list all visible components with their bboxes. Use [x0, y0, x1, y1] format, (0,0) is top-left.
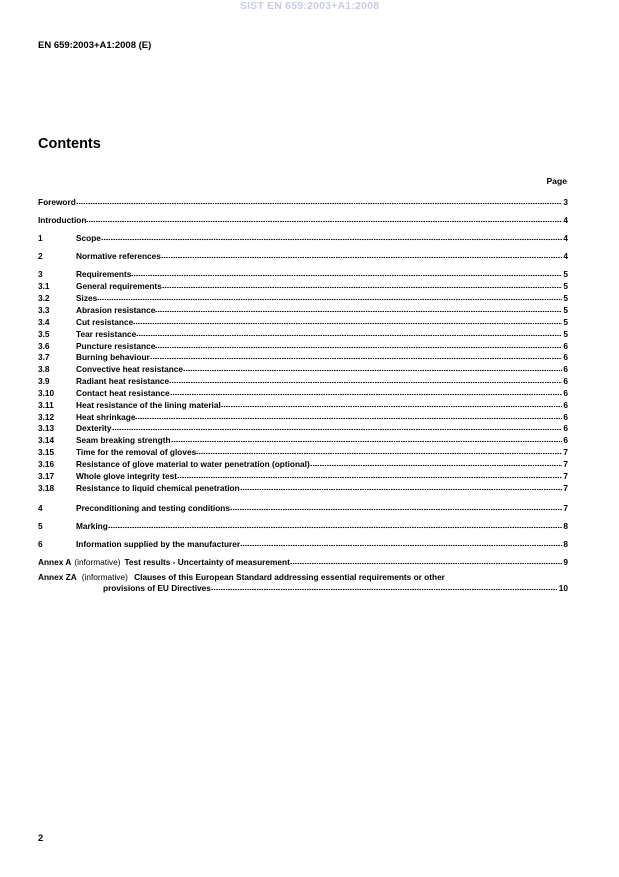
toc-entry[interactable]: [38, 292, 568, 303]
toc-entry-number: 3.2: [38, 293, 50, 303]
toc-entry-title: Puncture resistance: [76, 341, 156, 351]
toc-entry-number: 3.18: [38, 483, 55, 493]
toc-entry[interactable]: [38, 196, 568, 207]
annex-za-label: Annex ZA: [38, 572, 77, 582]
toc-entry-page: 5: [563, 269, 568, 279]
toc-entry-title: Introduction: [38, 215, 87, 225]
toc-entry[interactable]: [38, 232, 568, 243]
leader-dots: [161, 256, 563, 259]
toc-entry-annex-a[interactable]: [38, 556, 568, 567]
toc-entry[interactable]: [38, 280, 568, 291]
toc-entry-number: 3.3: [38, 305, 50, 315]
toc-entry-title: Abrasion resistance: [76, 305, 156, 315]
toc-entry-title: Requirements: [76, 269, 132, 279]
leader-dots: [183, 369, 562, 372]
toc-entry-title: Burning behaviour: [76, 352, 150, 362]
toc-entry[interactable]: [38, 340, 568, 351]
toc-entry[interactable]: [38, 422, 568, 433]
toc-entry-page: 7: [563, 503, 568, 513]
leader-dots: [108, 526, 563, 529]
toc-entry-page: 5: [563, 317, 568, 327]
toc-entry[interactable]: [38, 328, 568, 339]
toc-entry-title: Heat shrinkage: [76, 412, 136, 422]
toc-entry-page: 6: [563, 364, 568, 374]
toc-entry[interactable]: [38, 304, 568, 315]
leader-dots: [221, 405, 563, 408]
toc-entry-number: 3.16: [38, 459, 55, 469]
toc-entry-title: Foreword: [38, 197, 76, 207]
leader-dots: [162, 286, 563, 289]
toc-entry[interactable]: [38, 250, 568, 261]
toc-entry-page: 7: [563, 471, 568, 481]
contents-heading: Contents: [38, 136, 101, 152]
leader-dots: [155, 346, 562, 349]
toc-entry-page: 3: [563, 197, 568, 207]
leader-dots: [101, 238, 562, 241]
annex-a-title: Test results - Uncertainty of measurement: [124, 557, 290, 567]
toc-entry-number: 3.1: [38, 281, 50, 291]
leader-dots: [86, 220, 562, 223]
toc-entry-number: 3.15: [38, 447, 55, 457]
toc-entry-title: Time for the removal of gloves: [76, 447, 197, 457]
toc-entry-title: Tear resistance: [76, 329, 137, 339]
toc-entry[interactable]: [38, 458, 568, 469]
toc-entry[interactable]: [38, 520, 568, 531]
leader-dots: [150, 357, 563, 360]
toc-entry-page: 4: [563, 215, 568, 225]
toc-entry-number: 3.6: [38, 341, 50, 351]
toc-entry-page: 5: [563, 305, 568, 315]
leader-dots: [177, 476, 562, 479]
annex-za-page: 10: [558, 582, 568, 593]
toc-entry[interactable]: [38, 470, 568, 481]
toc-entry[interactable]: [38, 482, 568, 493]
toc-entry-title: Contact heat resistance: [76, 388, 170, 398]
annex-za-title-line2: provisions of EU Directives: [103, 582, 211, 593]
watermark: SIST EN 659:2003+A1:2008: [239, 0, 380, 12]
toc-entry-page: 6: [563, 400, 568, 410]
leader-dots: [211, 588, 558, 591]
toc-entry-number: 3.17: [38, 471, 55, 481]
toc-entry-page: 6: [563, 423, 568, 433]
toc-entry-title: Radiant heat resistance: [76, 376, 170, 386]
toc-entry-title: Information supplied by the manufacturer: [76, 539, 241, 549]
toc-entry[interactable]: [38, 502, 568, 513]
toc-entry[interactable]: [38, 351, 568, 362]
toc-entry-title: General requirements: [76, 281, 162, 291]
toc-entry-number: 3.4: [38, 317, 50, 327]
toc-entry-title: Sizes: [76, 293, 98, 303]
leader-dots: [112, 428, 563, 431]
toc-entry-number: 4: [38, 503, 43, 513]
toc-entry-page: 4: [563, 251, 568, 261]
toc-entry[interactable]: [38, 214, 568, 225]
leader-dots: [290, 562, 563, 565]
toc-entry-title: Cut resistance: [76, 317, 134, 327]
toc-entry-title: Heat resistance of the lining material: [76, 400, 221, 410]
toc-entry-title: Seam breaking strength: [76, 435, 171, 445]
toc-entry[interactable]: [38, 411, 568, 422]
document-id: EN 659:2003+A1:2008 (E): [38, 40, 152, 51]
toc-entry-number: 5: [38, 521, 43, 531]
toc-entry[interactable]: [38, 434, 568, 445]
leader-dots: [136, 334, 562, 337]
toc-entry-page: 6: [563, 341, 568, 351]
toc-entry-title: Normative references: [76, 251, 161, 261]
toc-entry-number: 3.11: [38, 400, 54, 410]
toc-entry-page: 6: [563, 435, 568, 445]
toc-entry-number: 3.12: [38, 412, 55, 422]
toc-entry-number: 3.8: [38, 364, 50, 374]
toc-entry-page: 7: [563, 447, 568, 457]
toc-entry-number: 1: [38, 233, 43, 243]
leader-dots: [135, 417, 562, 420]
leader-dots: [230, 508, 562, 511]
annex-a-label: Annex A: [38, 557, 72, 567]
leader-dots: [170, 393, 563, 396]
toc-entry[interactable]: [38, 268, 568, 279]
toc-entry-number: 3.10: [38, 388, 55, 398]
toc-entry[interactable]: [38, 363, 568, 374]
leader-dots: [155, 310, 562, 313]
toc-entry-page: 6: [563, 412, 568, 422]
toc-entry-number: 6: [38, 539, 43, 549]
leader-dots: [196, 452, 562, 455]
toc-entry-title: Dexterity: [76, 423, 112, 433]
leader-dots: [133, 322, 562, 325]
leader-dots: [310, 464, 563, 467]
toc-entry-number: 3.13: [38, 423, 55, 433]
leader-dots: [240, 544, 562, 547]
page-column-header: Page: [546, 176, 567, 186]
toc-entry[interactable]: [38, 538, 568, 549]
toc-entry-page: 6: [563, 376, 568, 386]
toc-entry-page: 7: [563, 483, 568, 493]
leader-dots: [97, 298, 562, 301]
page-number: 2: [38, 833, 44, 844]
toc-entry[interactable]: [38, 375, 568, 386]
annex-a-informative: (informative): [74, 557, 121, 567]
leader-dots: [240, 488, 563, 491]
leader-dots: [131, 274, 562, 277]
toc-entry-title: Whole glove integrity test: [76, 471, 177, 481]
toc-entry-number: 3.5: [38, 329, 50, 339]
leader-dots: [76, 202, 563, 205]
toc-entry-page: 5: [563, 293, 568, 303]
toc-entry-page: 7: [563, 459, 568, 469]
toc-entry-annex-za[interactable]: [38, 572, 568, 593]
leader-dots: [171, 440, 563, 443]
toc-entry-page: 5: [563, 329, 568, 339]
toc-entry-title: Marking: [76, 521, 108, 531]
toc-entry-page: 6: [563, 388, 568, 398]
toc-entry[interactable]: [38, 387, 568, 398]
annex-za-title-line1: Clauses of this European Standard addressing essential requirements or other: [134, 572, 445, 582]
toc-entry-page: 8: [563, 539, 568, 549]
toc-entry-page: 5: [563, 281, 568, 291]
toc-entry[interactable]: [38, 316, 568, 327]
annex-za-informative: (informative): [81, 572, 128, 582]
toc-entry-page: 8: [563, 521, 568, 531]
toc-entry-title: Resistance of glove material to water penetration (optional): [76, 459, 310, 469]
toc-entry[interactable]: [38, 446, 568, 457]
toc-entry[interactable]: [38, 399, 568, 410]
toc-entry-page: 6: [563, 352, 568, 362]
toc-entry-number: 3: [38, 269, 43, 279]
toc-entry-title: Resistance to liquid chemical penetration: [76, 483, 240, 493]
toc-entry-number: 2: [38, 251, 43, 261]
toc-entry-number: 3.9: [38, 376, 50, 386]
toc-entry-number: 3.14: [38, 435, 55, 445]
toc-entry-title: Preconditioning and testing conditions: [76, 503, 230, 513]
toc-entry-page: 4: [563, 233, 568, 243]
toc-entry-title: Scope: [76, 233, 101, 243]
toc-entry-number: 3.7: [38, 352, 50, 362]
annex-a-page: 9: [563, 557, 568, 567]
leader-dots: [169, 381, 562, 384]
toc-entry-title: Convective heat resistance: [76, 364, 183, 374]
